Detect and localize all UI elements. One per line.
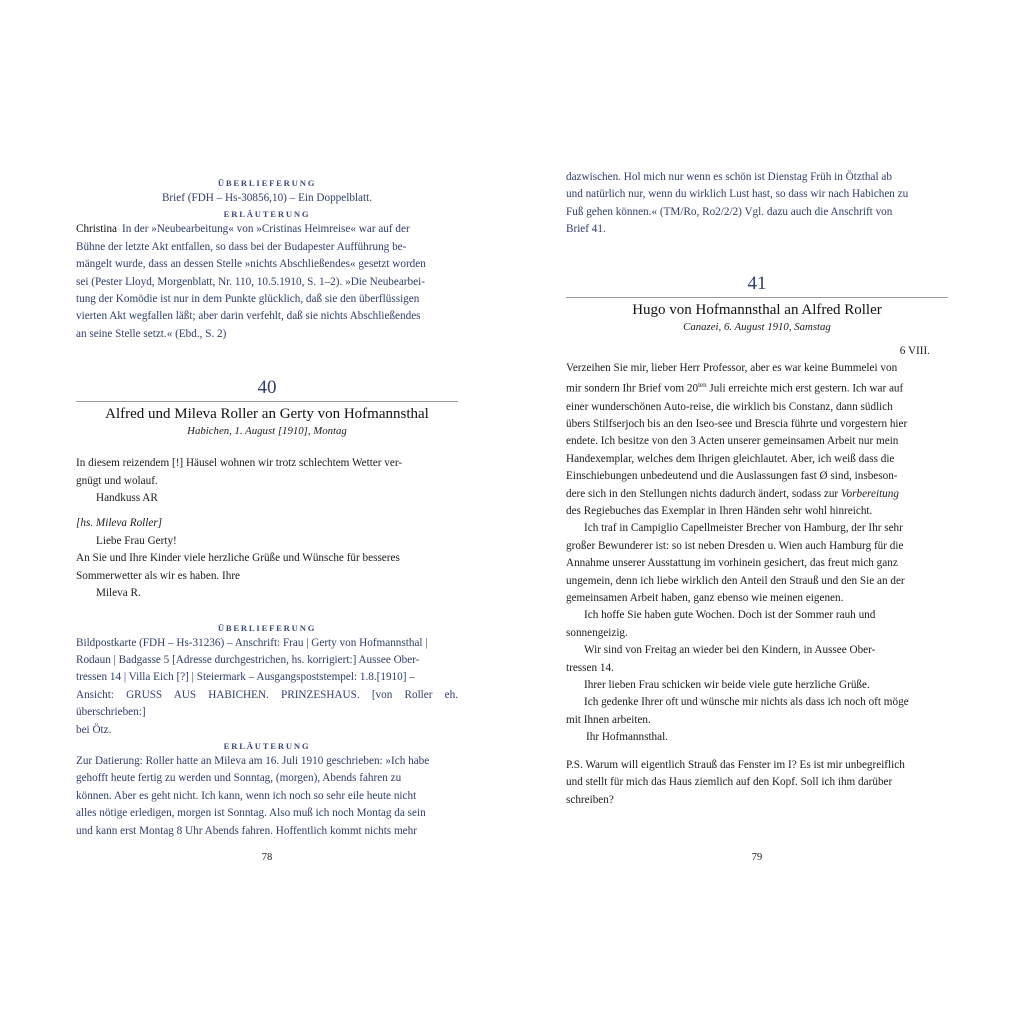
- commentary-continued: [566, 169, 948, 239]
- letter-date: 6 VIII.: [899, 344, 930, 357]
- text-line: und kann erst Montag 8 Uhr Abends fahren. Hoffentlich kommt nichts mehr: [76, 824, 417, 837]
- text-line: gehofft heute fertig zu werden und Sonntag, (morgen), Abends fahren zu: [76, 772, 402, 785]
- section-label-ueberlieferung: ÜBERLIEFERUNG: [217, 622, 317, 633]
- postscript-line: P.S. Warum will eigentlich Strauß das Fenster im I? Es ist mir unbegreiflich: [566, 758, 905, 771]
- text-line: mit Ihnen arbeiten.: [566, 713, 651, 726]
- text-line: Zur Datierung: Roller hatte an Mileva am 16. Juli 1910 geschrieben: »Ich habe: [76, 754, 430, 767]
- section-label-erlaeuterung: ERLÄUTERUNG: [223, 209, 311, 220]
- page-left: [76, 0, 458, 863]
- text-line: und natürlich nur, wenn du wirklich Lust hast, so dass wir nach Habichen zu: [566, 188, 909, 201]
- divider: [76, 401, 458, 402]
- text-line: Rodaun | Badgasse 5 [Adresse durchgestrichen, hs. korrigiert:] Aussee Ober-: [76, 653, 420, 666]
- text-line: In der »Neubearbeitung« von »Cristinas Heimreise« war auf der: [122, 223, 410, 236]
- text-line: Bühne der letzte Akt entfallen, so dass bei der Budapester Aufführung be-: [76, 240, 407, 253]
- text-line: vierten Akt wegfallen läßt; aber darin verfehlt, daß sie nichts Abschließendes: [76, 310, 421, 323]
- signature: Ihr Hofmannsthal.: [586, 731, 669, 744]
- letter-number: 40: [257, 377, 277, 399]
- text-line: Ich gedenke Ihrer oft und wünsche mir nichts als dass ich noch oft möge: [584, 696, 909, 709]
- text-line: Handexemplar, welches dem Ihrigen gleichlautet. Aber, ich weiß dass die: [566, 452, 895, 465]
- signature: Mileva R.: [96, 587, 141, 600]
- text-line: tressen 14 | Villa Eich [?] | Steiermark – Ausgangspoststempel: 1.8.[1910] –: [76, 671, 415, 684]
- letter-body: [566, 360, 948, 809]
- text-line: können. Aber es geht nicht. Ich kann, wenn ich noch so sehr eile heute nicht: [76, 789, 417, 802]
- editorial-note: [hs. Mileva Roller]: [76, 517, 163, 530]
- section-label-ueberlieferung: ÜBERLIEFERUNG: [217, 178, 317, 188]
- text-line: großer Bewunderer ist: so ist neben Dresden u. Wien auch Hamburg für die: [566, 539, 904, 552]
- text-line: gemeinsamen Arbeit haben, ganz ebenso wie meinen eigenen.: [566, 592, 844, 605]
- text-line: übers Stilfserjoch bis an den Iseo-see und Brescia führte und vorgestern hier: [566, 417, 908, 430]
- commentary-dating: [76, 753, 458, 840]
- text-line: Ich traf in Campiglio Capellmeister Brecher von Hamburg, der Ihr sehr: [584, 522, 903, 535]
- page-number: 79: [751, 852, 763, 863]
- commentary-christina: [76, 221, 458, 343]
- postscript-line: schreiben?: [566, 793, 614, 806]
- text-line: endete. Ich besitze von den 3 Acten unserer gemeinsamen Arbeit nur mein: [566, 435, 899, 448]
- letter-title: Hugo von Hofmannsthal an Alfred Roller: [632, 301, 882, 318]
- signature: Handkuss AR: [96, 492, 158, 505]
- page-number: 78: [261, 852, 273, 863]
- text-line: tung der Komödie ist nur in dem Punkte glücklich, daß sie den überflüssigen: [76, 293, 420, 306]
- source-note: Brief (FDH – Hs-30856,10) – Ein Doppelblatt.: [161, 192, 373, 204]
- text-line: An Sie und Ihre Kinder viele herzliche Grüße und Wünsche für besseres: [76, 552, 400, 565]
- text-line: ungemein, denn ich liebe wirklich den Anteil den Strauß und den Sie an der: [566, 574, 905, 587]
- text-line: dere sich in den Stellungen nichts dadurch ändert, sodass zur Vorbereitung: [566, 487, 899, 500]
- text-line: gnügt und wolauf.: [76, 474, 158, 487]
- text-line: Wir sind von Freitag an wieder bei den Kindern, in Aussee Ober-: [584, 644, 876, 657]
- text-line: Einschiebungen unbedeutend und die Auslassungen fast Ø sind, insbeson-: [566, 470, 898, 483]
- text-line: mängelt wurde, dass an dessen Stelle »nichts Abschließendes« gesetzt worden: [76, 258, 426, 271]
- letter-place-date: Canazei, 6. August 1910, Samstag: [683, 320, 831, 333]
- text-line: an seine Stelle setzt.« (Ebd., S. 2): [76, 327, 227, 340]
- text-line: Ihrer lieben Frau schicken wir beide viele gute herzliche Grüße.: [584, 679, 870, 692]
- text-line: tressen 14.: [566, 661, 614, 674]
- text-line: Verzeihen Sie mir, lieber Herr Professor, aber es war keine Bummelei von: [566, 362, 898, 375]
- text-line: Sommerwetter als wir es haben. Ihre: [76, 569, 241, 582]
- text-line: Ich hoffe Sie haben gute Wochen. Doch ist der Sommer rauh und: [584, 609, 876, 622]
- page-right: [566, 0, 948, 863]
- letter-place-date: Habichen, 1. August [1910], Montag: [187, 425, 347, 438]
- letter-body: [76, 455, 458, 602]
- text-line: Bildpostkarte (FDH – Hs-31236) – Anschrift: Frau | Gerty von Hofmannsthal |: [76, 636, 428, 649]
- postscript-line: und stellt für mich das Haus ziemlich auf den Kopf. Soll ich ihm darüber: [566, 776, 893, 789]
- section-label-erlaeuterung: ERLÄUTERUNG: [223, 740, 311, 751]
- lemma: Christina: [76, 223, 118, 236]
- text-line: Brief 41.: [566, 223, 606, 236]
- text-line: sei (Pester Lloyd, Morgenblatt, Nr. 110, 10.5.1910, S. 1–2). »Die Neubearbei-: [76, 275, 425, 288]
- text-line: dazwischen. Hol mich nur wenn es schön ist Dienstag Früh in Ötzthal ab: [566, 171, 892, 183]
- source-note: [76, 635, 458, 739]
- text-line: Fuß gehen können.« (TM/Ro, Ro2/2/2) Vgl. dazu auch die Anschrift von: [566, 205, 893, 218]
- text-line: Annahme unserer Ausstattung im vorhinein gesichert, das freut mich ganz: [566, 557, 898, 570]
- salutation: Liebe Frau Gerty!: [96, 534, 177, 547]
- letter-number: 41: [747, 272, 767, 294]
- text-line: des Regiebuches das Exemplar in Ihren Händen sehr wohl hinreicht.: [566, 505, 873, 518]
- text-line: alles nötige erledigen, morgen ist Sonntag. Also muß ich noch Montag da sein: [76, 807, 426, 820]
- text-line: Ansicht: GRUSS AUS HABICHEN. PRINZESHAUS. [von Roller eh. überschrieben:]: [76, 688, 458, 719]
- text-line: sonnengeizig.: [566, 626, 628, 639]
- text-line: bei Ötz.: [76, 723, 112, 736]
- divider: [566, 297, 948, 298]
- letter-title: Alfred und Mileva Roller an Gerty von Hofmannsthal: [105, 406, 429, 423]
- text-line: In diesem reizendem [!] Häusel wohnen wir trotz schlechtem Wetter ver-: [76, 457, 403, 470]
- text-line: einer wunderschönen Auto-reise, die wirklich bis Constanz, dann südlich: [566, 400, 893, 413]
- text-line: mir sondern Ihr Brief vom $20^{ten}$ Juli erreichte mich erst gestern. Ich war auf: [566, 381, 904, 396]
